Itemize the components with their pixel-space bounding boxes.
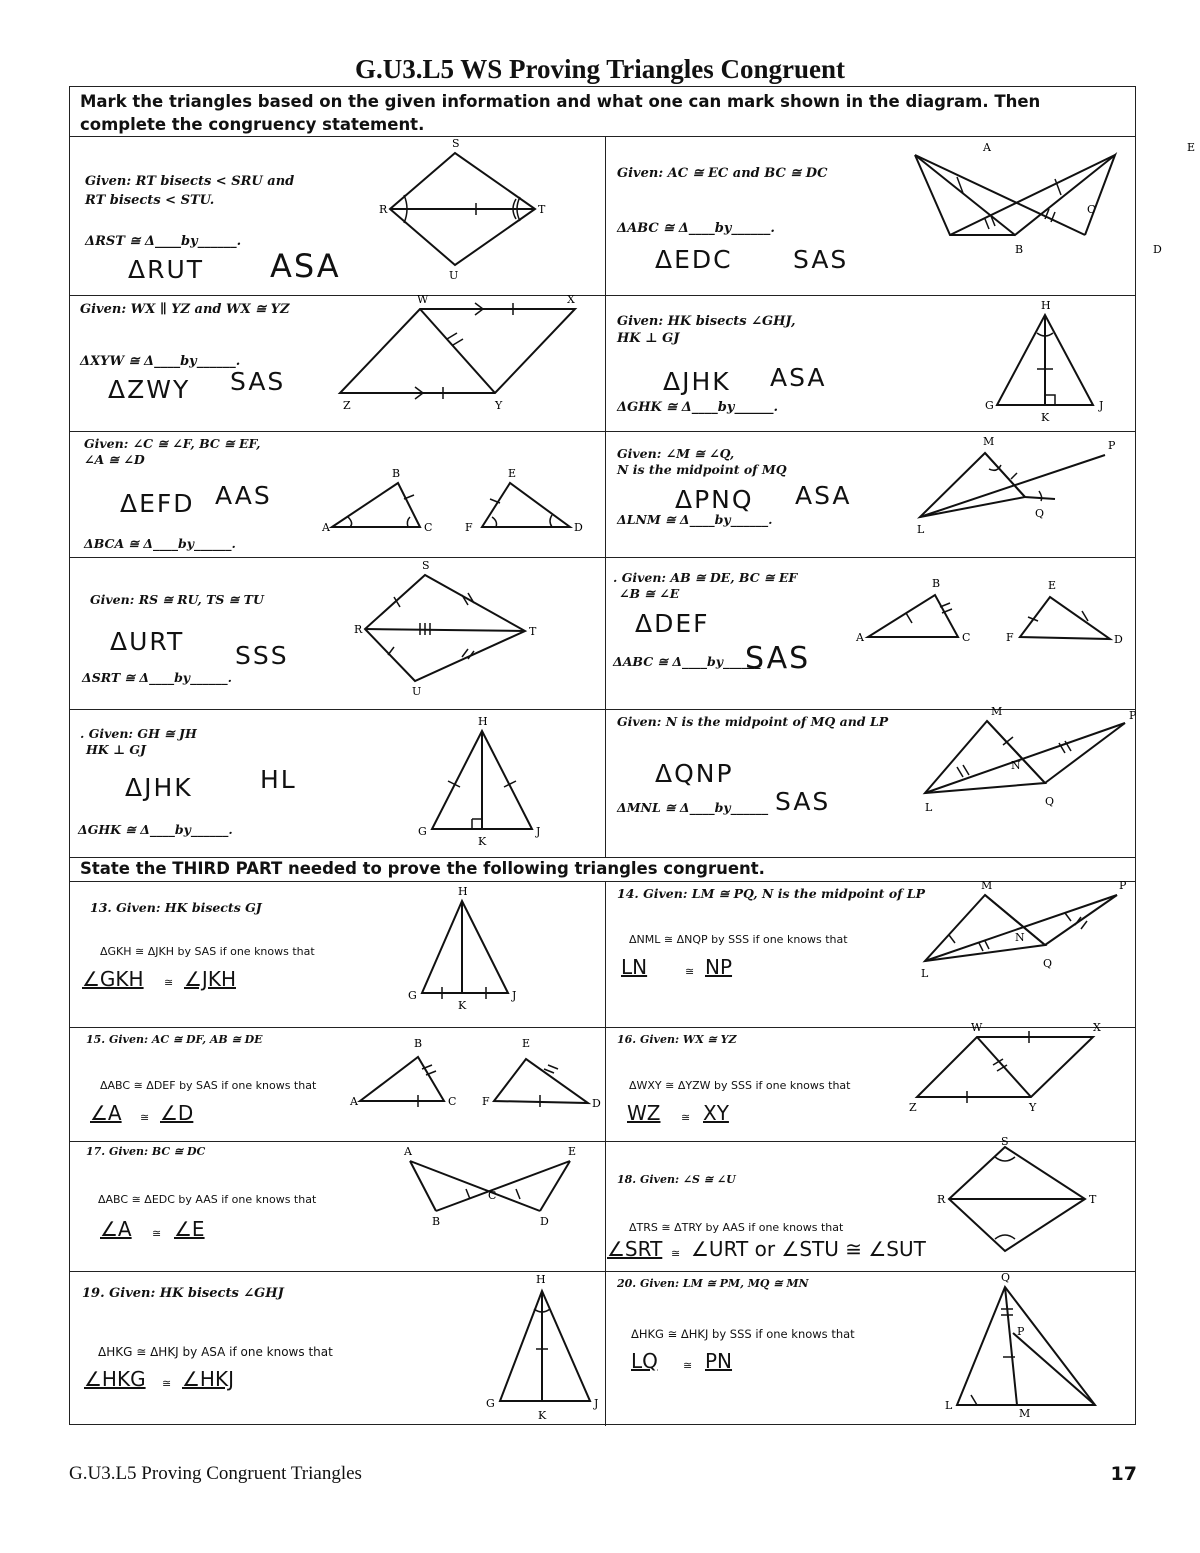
congruence-statement: ΔLNM ≅ Δ____by______. (617, 512, 773, 527)
answer-right: XY (703, 1101, 729, 1125)
given-text: ∠B ≅ ∠E (619, 586, 680, 601)
given-text: Given: RS ≅ RU, TS ≅ TU (90, 592, 264, 607)
vertex-label: Y (495, 399, 503, 412)
vertex-label: K (458, 999, 467, 1012)
vertex-label: M (983, 435, 995, 448)
answer-right: ∠D (160, 1101, 194, 1125)
vertex-label: G (408, 989, 417, 1002)
vertex-label: X (567, 293, 575, 306)
vertex-label: N (1015, 931, 1025, 944)
congruent-symbol: ≅ (164, 976, 174, 989)
answer-left: LN (621, 955, 648, 979)
vertex-label: J (1099, 399, 1104, 412)
congruent-symbol: ≅ (140, 1111, 150, 1124)
bowtie-diagram (905, 141, 1196, 263)
congruence-statement: ΔBCA ≅ Δ____by______. (84, 536, 236, 551)
isosceles-triangle-diagram (410, 711, 570, 851)
vertex-label: P (1017, 1325, 1025, 1338)
vertex-label: E (508, 467, 517, 480)
problem-number: 20. (617, 1277, 637, 1290)
isosceles-triangle-diagram (400, 881, 550, 1021)
vertex-label: L (921, 967, 929, 980)
crossed-triangles-diagram (905, 705, 1137, 831)
vertex-label: L (925, 801, 933, 814)
problem-number: 17. (86, 1145, 106, 1158)
footer-text: G.U3.L5 Proving Congruent Triangles (69, 1463, 362, 1484)
handwritten-reason: SAS (775, 787, 831, 816)
answer-left: ∠A (90, 1101, 122, 1125)
given-text: Given: ∠C ≅ ∠F, BC ≅ EF, (84, 436, 261, 451)
given-text: Given: WX ∥ YZ and WX ≅ YZ (80, 302, 290, 317)
vertex-label: L (917, 523, 925, 536)
vertex-label: K (478, 835, 487, 848)
vertex-label: M (1019, 1407, 1031, 1420)
handwritten-triangle: ΔEFD (120, 489, 195, 518)
given-text: Given: N is the midpoint of MQ and LP (617, 714, 889, 729)
congruence-statement: ΔSRT ≅ Δ____by______. (82, 670, 232, 685)
vertex-label: S (1001, 1135, 1009, 1148)
page-number: 17 (1110, 1463, 1137, 1485)
two-triangles-diagram (320, 441, 600, 551)
vertex-label: T (538, 203, 546, 216)
congruence-statement: ΔABC ≅ Δ____by______ (613, 654, 761, 669)
problem-6 (605, 431, 1135, 557)
worksheet-table (69, 86, 1196, 1425)
vertex-label: D (1114, 633, 1123, 646)
given-text: Given: HK bisects ∠GHJ (109, 1286, 284, 1301)
vertex-label: D (574, 521, 583, 534)
handwritten-triangle: ΔRUT (128, 255, 205, 284)
vertex-label: C (488, 1189, 497, 1202)
given-text: HK ⊥ GJ (86, 742, 146, 757)
vertex-label: J (536, 825, 541, 838)
answer-right: ∠E (174, 1217, 205, 1241)
vertex-label: A (404, 1145, 412, 1158)
vertex-label: W (971, 1021, 983, 1034)
vertex-label: M (981, 879, 993, 892)
vertex-label: T (1089, 1193, 1097, 1206)
vertex-label: P (1119, 879, 1127, 892)
vertex-label: P (1129, 709, 1137, 722)
handwritten-reason: SAS (230, 367, 286, 396)
handwritten-reason: SAS (793, 245, 849, 274)
problem-number: 15. (86, 1033, 106, 1046)
problem-15 (70, 1027, 605, 1141)
congruent-symbol: ≅ (681, 1111, 691, 1124)
section-heading: State the THIRD PART needed to prove the following triangles congruent. (80, 859, 765, 878)
handwritten-reason: SSS (235, 641, 289, 670)
given-text: Given: RT bisects < SRU and (85, 174, 295, 189)
statement-text: ΔGKH ≅ ΔJKH by SAS if one knows that (100, 945, 315, 958)
vertex-label: B (432, 1215, 441, 1228)
vertex-label: E (522, 1037, 531, 1050)
vertex-label: B (1015, 243, 1024, 256)
given-text: Given: WX ≅ YZ (639, 1033, 737, 1046)
handwritten-triangle: ΔQNP (655, 759, 734, 788)
vertex-label: L (945, 1399, 953, 1412)
vertex-label: A (350, 1095, 358, 1108)
congruence-statement: ΔMNL ≅ Δ____by______ (617, 800, 769, 815)
vertex-label: M (991, 705, 1003, 718)
congruence-statement: ΔRST ≅ Δ____by______. (85, 234, 242, 249)
handwritten-reason: ASA (770, 363, 827, 392)
handwritten-triangle: ΔJHK (125, 773, 193, 802)
problem-14 (605, 881, 1135, 1027)
problem-number: 16. (617, 1033, 637, 1046)
congruent-symbol: ≅ (152, 1227, 162, 1240)
handwritten-triangle: ΔPNQ (675, 485, 754, 514)
vertex-label: J (512, 989, 517, 1002)
problem-10 (605, 705, 1137, 857)
vertex-label: B (414, 1037, 423, 1050)
vertex-label: R (937, 1193, 946, 1206)
congruence-statement: ΔABC ≅ Δ____by______. (617, 221, 775, 236)
problem-number: 14. (617, 886, 639, 901)
overlapping-triangles-diagram (935, 1273, 1105, 1423)
crossed-triangles-diagram (905, 879, 1127, 993)
problem-8 (605, 557, 1135, 709)
given-text: . Given: AB ≅ DE, BC ≅ EF (613, 570, 798, 585)
vertex-label: K (538, 1409, 547, 1422)
parallelogram-diagram (905, 1021, 1125, 1137)
vertex-label: Q (1043, 957, 1053, 970)
congruence-statement: ΔGHK ≅ Δ____by______. (78, 822, 233, 837)
vertex-label: Q (1001, 1271, 1011, 1284)
vertex-label: G (486, 1397, 495, 1410)
given-text: RT bisects < STU. (85, 193, 215, 208)
answer-right: NP (705, 955, 733, 979)
problem-2 (605, 137, 1196, 295)
problem-20 (605, 1271, 1135, 1426)
vertex-label: A (983, 141, 991, 154)
congruence-statement: ΔXYW ≅ Δ____by______. (80, 354, 241, 369)
answer-left: WZ (627, 1101, 661, 1125)
vertex-label: C (448, 1095, 457, 1108)
vertex-label: H (1041, 299, 1051, 312)
congruent-symbol: ≅ (685, 965, 695, 978)
given-text: N is the midpoint of MQ (617, 462, 787, 477)
given-text: Given: AC ≅ DF, AB ≅ DE (108, 1033, 263, 1046)
vertex-label: U (412, 685, 422, 698)
vertex-label: U (449, 269, 459, 282)
statement-text: ΔNML ≅ ΔNQP by SSS if one knows that (629, 933, 848, 946)
handwritten-triangle: ΔDEF (635, 609, 710, 638)
vertex-label: C (1087, 203, 1096, 216)
handwritten-reason: ASA (795, 481, 852, 510)
instructions: Mark the triangles based on the given information and what one can mark shown in the diagram. Then complete the congruency statement. (70, 87, 1135, 137)
vertex-label: D (1153, 243, 1162, 256)
given-text: Given: HK bisects GJ (116, 900, 262, 915)
vertex-label: K (1041, 411, 1050, 424)
kite-diagram (925, 1135, 1097, 1251)
given-text: Given: ∠M ≅ ∠Q, (617, 446, 735, 461)
answer-left: ∠A (100, 1217, 132, 1241)
statement-text: ΔWXY ≅ ΔYZW by SSS if one knows that (629, 1079, 851, 1092)
given-text: Given: LM ≅ PQ, N is the midpoint of LP (643, 886, 926, 901)
vertex-label: E (568, 1145, 577, 1158)
vertex-label: T (529, 625, 537, 638)
vertex-label: E (1048, 579, 1057, 592)
problem-17 (70, 1141, 605, 1271)
vertex-label: E (1187, 141, 1196, 154)
vertex-label: N (1011, 759, 1021, 772)
problem-number: 19. (82, 1286, 105, 1301)
problem-1 (70, 137, 605, 295)
answer-right: ∠JKH (184, 967, 236, 991)
vertex-label: A (856, 631, 864, 644)
vertex-label: B (392, 467, 401, 480)
given-text: Given: HK bisects ∠GHJ, (617, 314, 796, 329)
parallelogram-diagram (335, 293, 585, 419)
problem-19 (70, 1271, 605, 1426)
answer-left: ∠HKG (84, 1367, 146, 1391)
given-text: Given: BC ≅ DC (108, 1145, 206, 1158)
answer-left: ∠GKH (82, 967, 144, 991)
vertex-label: J (594, 1397, 599, 1410)
given-text: . Given: GH ≅ JH (80, 726, 197, 741)
given-text: Given: LM ≅ PM, MQ ≅ MN (639, 1277, 809, 1290)
problem-13 (70, 881, 605, 1027)
vertex-label: P (1108, 439, 1116, 452)
vertex-label: D (540, 1215, 549, 1228)
problem-16 (605, 1021, 1135, 1141)
vertex-label: Z (343, 399, 351, 412)
vertex-label: Q (1045, 795, 1055, 808)
vertex-label: D (592, 1097, 601, 1110)
handwritten-triangle: ΔEDC (655, 245, 733, 274)
two-triangles-diagram (850, 567, 1130, 677)
vertex-label: F (465, 521, 473, 534)
given-text: Given: ∠S ≅ ∠U (639, 1173, 736, 1186)
vertex-label: G (985, 399, 994, 412)
vertex-label: Q (1035, 507, 1045, 520)
given-text: Given: AC ≅ EC and BC ≅ DC (617, 166, 828, 181)
vertex-label: F (482, 1095, 490, 1108)
vertex-label: W (417, 293, 429, 306)
answer-right: PN (705, 1349, 733, 1373)
vertex-label: A (322, 521, 330, 534)
answer-left: ∠SRT (607, 1237, 663, 1261)
bowtie-diagram (400, 1145, 580, 1245)
congruent-symbol: ≅ (671, 1247, 681, 1260)
vertex-label: H (458, 885, 468, 898)
vertex-label: R (354, 623, 363, 636)
given-text: ∠A ≅ ∠D (84, 452, 145, 467)
congruent-symbol: ≅ (683, 1359, 693, 1372)
vertex-label: X (1093, 1021, 1101, 1034)
problem-18 (605, 1135, 1135, 1271)
isosceles-triangle-diagram (965, 297, 1115, 427)
congruence-statement: ΔGHK ≅ Δ____by______. (617, 400, 778, 415)
answer-right: ∠URT or ∠STU ≅ ∠SUT (691, 1237, 926, 1261)
vertex-label: S (422, 559, 430, 572)
problem-number: 18. (617, 1173, 637, 1186)
handwritten-reason: HL (260, 765, 297, 794)
statement-text: ΔABC ≅ ΔDEF by SAS if one knows that (100, 1079, 317, 1092)
handwritten-triangle: ΔJHK (663, 367, 731, 396)
vertex-label: C (962, 631, 971, 644)
vertex-label: B (932, 577, 941, 590)
isosceles-triangle-diagram (470, 1273, 620, 1423)
vertex-label: Z (909, 1101, 917, 1114)
answer-right: ∠HKJ (182, 1367, 234, 1391)
statement-text: ΔHKG ≅ ΔHKJ by ASA if one knows that (98, 1345, 333, 1359)
vertex-label: C (424, 521, 433, 534)
vertex-label: S (452, 137, 460, 150)
answer-left: LQ (631, 1349, 658, 1373)
two-triangles-diagram (348, 1033, 608, 1133)
problem-3 (70, 295, 605, 431)
kite-diagram (350, 557, 550, 707)
vertex-label: Y (1029, 1101, 1037, 1114)
problem-7 (70, 557, 605, 709)
vertex-label: R (379, 203, 388, 216)
handwritten-reason: SAS (745, 641, 811, 676)
handwritten-triangle: ΔURT (110, 627, 185, 656)
vertex-label: H (536, 1273, 546, 1286)
crossed-triangles-diagram (905, 435, 1125, 545)
problem-4 (605, 295, 1135, 431)
congruent-symbol: ≅ (162, 1377, 172, 1390)
statement-text: ΔABC ≅ ΔEDC by AAS if one knows that (98, 1193, 317, 1206)
worksheet-title: G.U3.L5 WS Proving Triangles Congruent (354, 54, 846, 84)
problem-5 (70, 431, 605, 557)
vertex-label: H (478, 715, 488, 728)
handwritten-triangle: ΔZWY (108, 375, 191, 404)
statement-text: ΔTRS ≅ ΔTRY by AAS if one knows that (629, 1221, 844, 1234)
handwritten-reason: AAS (215, 481, 272, 510)
handwritten-reason: ASA (270, 247, 341, 285)
kite-diagram (370, 137, 590, 287)
problem-number: 13. (90, 900, 112, 915)
vertex-label: F (1006, 631, 1014, 644)
problem-9 (70, 709, 605, 857)
given-text: HK ⊥ GJ (617, 331, 680, 346)
vertex-label: G (418, 825, 427, 838)
statement-text: ΔHKG ≅ ΔHKJ by SSS if one knows that (631, 1327, 855, 1341)
